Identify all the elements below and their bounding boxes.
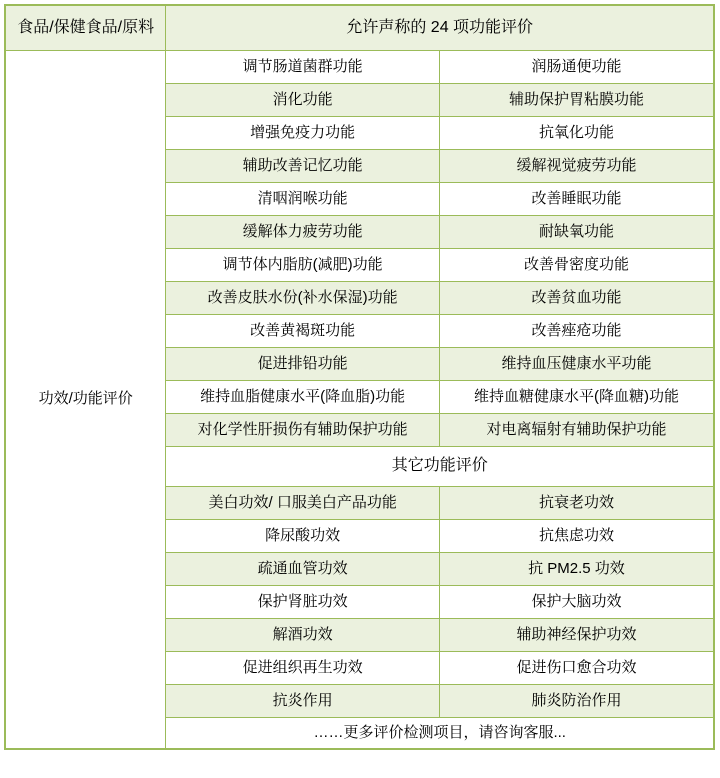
function-cell: 维持血脂健康水平(降血脂)功能 [166, 380, 440, 413]
function-cell: 改善贫血功能 [439, 281, 714, 314]
function-cell: 保护肾脏功效 [166, 585, 440, 618]
function-cell: 抗衰老功效 [439, 486, 714, 519]
table-row [5, 50, 714, 83]
function-cell: 美白功效/ 口服美白产品功能 [166, 486, 440, 519]
function-cell: 耐缺氧功能 [439, 215, 714, 248]
function-cell: 维持血糖健康水平(降血糖)功能 [439, 380, 714, 413]
function-cell: 降尿酸功效 [166, 519, 440, 552]
function-cell: 促进伤口愈合功效 [439, 651, 714, 684]
function-cell: 抗氧化功能 [439, 116, 714, 149]
footer-note: ……更多评价检测项目，请咨询客服... [166, 717, 714, 749]
row-label-efficacy-evaluation: 功效/功能评价 [5, 50, 166, 749]
function-cell: 清咽润喉功能 [166, 182, 440, 215]
function-cell: 促进排铅功能 [166, 347, 440, 380]
function-cell: 消化功能 [166, 83, 440, 116]
function-cell: 润肠通便功能 [439, 50, 714, 83]
function-cell: 缓解体力疲劳功能 [166, 215, 440, 248]
function-cell: 改善黄褐斑功能 [166, 314, 440, 347]
function-cell: 调节肠道菌群功能 [166, 50, 440, 83]
function-cell: 辅助神经保护功效 [439, 618, 714, 651]
function-cell: 维持血压健康水平功能 [439, 347, 714, 380]
function-cell: 增强免疫力功能 [166, 116, 440, 149]
function-cell: 肺炎防治作用 [439, 684, 714, 717]
function-evaluation-table [4, 4, 715, 750]
function-cell: 疏通血管功效 [166, 552, 440, 585]
function-cell: 抗焦虑功效 [439, 519, 714, 552]
function-cell: 保护大脑功效 [439, 585, 714, 618]
function-cell: 缓解视觉疲劳功能 [439, 149, 714, 182]
subheader-other-functions: 其它功能评价 [166, 446, 714, 486]
function-cell: 对电离辐射有辅助保护功能 [439, 413, 714, 446]
function-cell: 改善痤疮功能 [439, 314, 714, 347]
header-cell-category: 食品/保健食品/原料 [5, 5, 166, 50]
function-cell: 抗 PM2.5 功效 [439, 552, 714, 585]
function-cell: 调节体内脂肪(减肥)功能 [166, 248, 440, 281]
function-cell: 改善睡眠功能 [439, 182, 714, 215]
function-cell: 改善皮肤水份(补水保湿)功能 [166, 281, 440, 314]
function-cell: 辅助保护胃粘膜功能 [439, 83, 714, 116]
function-cell: 解酒功效 [166, 618, 440, 651]
function-cell: 改善骨密度功能 [439, 248, 714, 281]
header-cell-allowed-functions: 允许声称的 24 项功能评价 [166, 5, 714, 50]
table-header-row [5, 5, 714, 50]
function-cell: 对化学性肝损伤有辅助保护功能 [166, 413, 440, 446]
function-cell: 辅助改善记忆功能 [166, 149, 440, 182]
function-cell: 抗炎作用 [166, 684, 440, 717]
function-cell: 促进组织再生功效 [166, 651, 440, 684]
